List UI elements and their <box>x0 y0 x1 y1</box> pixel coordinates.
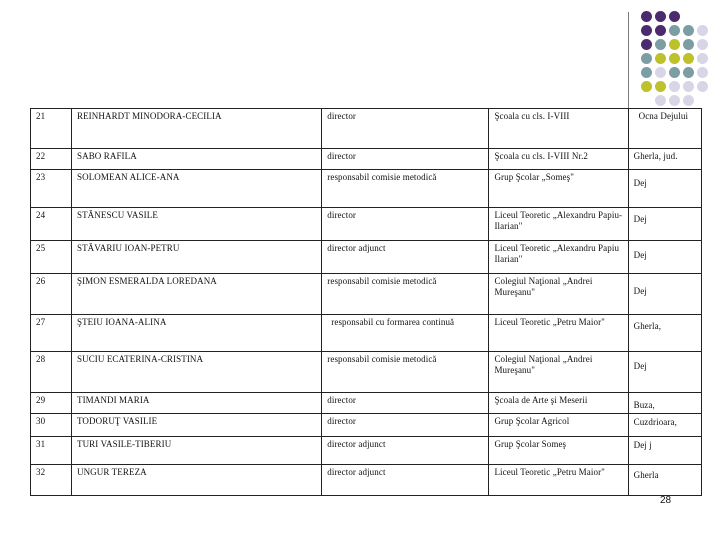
row-locality-cell <box>628 274 701 315</box>
row-role-cell <box>322 241 489 274</box>
decorative-dot <box>641 81 652 92</box>
row-name: STĂVARIU IOAN-PETRU <box>76 243 180 253</box>
row-name-cell <box>71 274 321 315</box>
row-locality: Dej <box>633 286 647 296</box>
row-locality-cell <box>628 241 701 274</box>
decorative-dot <box>641 39 652 50</box>
row-locality-cell <box>628 393 701 414</box>
row-locality: Dej <box>633 361 647 371</box>
decorative-dot <box>683 81 694 92</box>
row-role: director adjunct <box>327 439 386 449</box>
row-locality: Dej <box>633 250 647 260</box>
row-name: ŞIMON ESMERALDA LOREDANA <box>76 276 217 286</box>
decorative-dot <box>697 39 708 50</box>
row-role-cell <box>322 170 489 208</box>
row-number: 21 <box>36 111 46 121</box>
row-locality: Cuzdrioara, <box>633 417 677 427</box>
row-role: responsabil comisie metodică <box>327 354 437 364</box>
row-locality-cell <box>628 437 701 465</box>
row-name: TODORUŢ VASILIE <box>76 416 158 426</box>
decorative-dot <box>655 95 666 106</box>
decorative-dot <box>669 53 680 64</box>
row-school-cell <box>489 109 628 149</box>
row-school-cell <box>489 437 628 465</box>
decorative-dot <box>655 53 666 64</box>
row-locality: Dej <box>633 214 647 224</box>
row-role: director adjunct <box>327 243 386 253</box>
row-number: 32 <box>36 467 46 477</box>
row-name: SUCIU ECATERINA-CRISTINA <box>76 354 204 364</box>
row-school-cell <box>489 315 628 352</box>
decorative-dot <box>697 25 708 36</box>
decorative-dot <box>683 39 694 50</box>
row-locality-cell <box>628 109 701 149</box>
row-name-cell <box>71 208 321 241</box>
row-name-cell <box>71 315 321 352</box>
row-school: Liceul Teoretic „Petru Maior" <box>494 467 605 477</box>
row-school-cell <box>489 352 628 393</box>
decorative-dot <box>683 53 694 64</box>
row-number: 26 <box>36 276 46 286</box>
table-row <box>31 241 702 274</box>
row-number-cell <box>31 149 72 170</box>
row-number: 28 <box>36 354 46 364</box>
row-name: TIMANDI MARIA <box>76 395 150 405</box>
decorative-dot <box>683 95 694 106</box>
decorative-dot <box>655 39 666 50</box>
decorative-dot <box>655 11 666 22</box>
row-number-cell <box>31 437 72 465</box>
staff-table <box>30 108 702 496</box>
row-school: Şcoala de Arte şi Meserii <box>494 395 588 405</box>
row-role: director <box>327 395 357 405</box>
row-number: 30 <box>36 416 46 426</box>
row-number-cell <box>31 414 72 437</box>
row-school: Grup Şcolar „Someş" <box>494 172 575 182</box>
row-number: 22 <box>36 151 46 161</box>
decorative-dot <box>697 53 708 64</box>
row-locality-cell <box>628 170 701 208</box>
row-locality: Ocna Dejului <box>638 111 689 121</box>
row-locality-cell <box>628 315 701 352</box>
row-number-cell <box>31 208 72 241</box>
row-school-cell <box>489 393 628 414</box>
row-name: ŞTEIU IOANA-ALINA <box>76 317 167 327</box>
row-locality-cell <box>628 414 701 437</box>
table-row <box>31 352 702 393</box>
decorative-dot <box>669 39 680 50</box>
table-row <box>31 149 702 170</box>
row-role-cell <box>322 352 489 393</box>
decorative-dot <box>669 11 680 22</box>
row-role-cell <box>322 465 489 496</box>
row-name: SOLOMEAN ALICE-ANA <box>76 172 180 182</box>
row-number-cell <box>31 315 72 352</box>
row-school: Colegiul Naţional „Andrei Mureşanu" <box>494 354 593 375</box>
row-role-cell <box>322 274 489 315</box>
row-locality: Gherla, jud. <box>633 151 678 161</box>
table-row <box>31 208 702 241</box>
row-locality: Dej <box>633 178 647 188</box>
decorative-dot <box>655 67 666 78</box>
decorative-dot <box>683 67 694 78</box>
table-row <box>31 437 702 465</box>
table-row <box>31 393 702 414</box>
row-name: TURI VASILE-TIBERIU <box>76 439 172 449</box>
row-role-cell <box>322 149 489 170</box>
row-name: UNGUR TEREZA <box>76 467 147 477</box>
decorative-dot <box>669 81 680 92</box>
decorative-dot <box>641 53 652 64</box>
decorative-dot <box>669 25 680 36</box>
row-school-cell <box>489 465 628 496</box>
row-locality: Gherla, <box>633 321 662 331</box>
table-row <box>31 170 702 208</box>
row-role-cell <box>322 208 489 241</box>
row-school-cell <box>489 149 628 170</box>
row-role-cell <box>322 414 489 437</box>
row-number: 25 <box>36 243 46 253</box>
row-number-cell <box>31 352 72 393</box>
row-name: STĂNESCU VASILE <box>76 210 158 220</box>
row-school: Colegiul Naţional „Andrei Mureşanu" <box>494 276 593 297</box>
row-role: director <box>327 416 357 426</box>
row-role: responsabil comisie metodică <box>327 276 437 286</box>
row-number-cell <box>31 109 72 149</box>
decorative-dot <box>641 67 652 78</box>
decorative-dot <box>655 81 666 92</box>
row-number: 23 <box>36 172 46 182</box>
row-name-cell <box>71 149 321 170</box>
row-role-cell <box>322 393 489 414</box>
row-school: Liceul Teoretic „Alexandru Papiu-Ilarian" <box>494 210 623 231</box>
row-school: Grup Şcolar Agricol <box>494 416 570 426</box>
row-name-cell <box>71 437 321 465</box>
row-locality: Dej j <box>633 440 652 450</box>
decorative-dot <box>683 25 694 36</box>
row-school: Şcoala cu cls. I-VIII <box>494 111 570 121</box>
row-name-cell <box>71 393 321 414</box>
page-number: 28 <box>660 495 672 506</box>
decorative-dot <box>669 67 680 78</box>
row-name-cell <box>71 241 321 274</box>
row-role-cell <box>322 109 489 149</box>
row-locality-cell <box>628 465 701 496</box>
row-school: Liceul Teoretic „Alexandru Papiu Ilarian" <box>494 243 620 264</box>
table-row <box>31 274 702 315</box>
row-role-cell <box>322 315 489 352</box>
row-number-cell <box>31 393 72 414</box>
row-number-cell <box>31 274 72 315</box>
row-school-cell <box>489 241 628 274</box>
row-locality: Gherla <box>633 470 659 480</box>
row-school-cell <box>489 274 628 315</box>
row-role: director adjunct <box>327 467 386 477</box>
row-name-cell <box>71 414 321 437</box>
row-number-cell <box>31 241 72 274</box>
row-role: director <box>327 111 357 121</box>
row-locality-cell <box>628 352 701 393</box>
row-number-cell <box>31 170 72 208</box>
decorative-dot <box>669 95 680 106</box>
decorative-dot <box>655 25 666 36</box>
decorative-vertical-line <box>628 12 629 112</box>
row-name: SABO RAFILA <box>76 151 137 161</box>
row-school: Grup Şcolar Someş <box>494 439 567 449</box>
row-school: Şcoala cu cls. I-VIII Nr.2 <box>494 151 589 161</box>
table-row <box>31 414 702 437</box>
row-name-cell <box>71 170 321 208</box>
row-role: director <box>327 151 357 161</box>
decorative-dot <box>697 67 708 78</box>
row-role: director <box>327 210 357 220</box>
row-locality: Buza, <box>633 400 655 410</box>
row-school-cell <box>489 170 628 208</box>
row-locality-cell <box>628 149 701 170</box>
row-school-cell <box>489 208 628 241</box>
row-name-cell <box>71 352 321 393</box>
row-school-cell <box>489 414 628 437</box>
row-locality-cell <box>628 208 701 241</box>
row-number-cell <box>31 465 72 496</box>
row-role: responsabil comisie metodică <box>327 172 437 182</box>
table-row <box>31 109 702 149</box>
decorative-dot <box>641 25 652 36</box>
row-role-cell <box>322 437 489 465</box>
row-number: 31 <box>36 439 46 449</box>
decorative-dot <box>697 81 708 92</box>
row-number: 27 <box>36 317 46 327</box>
row-number: 24 <box>36 210 46 220</box>
row-role: responsabil cu formarea continuă <box>331 317 455 327</box>
row-name-cell <box>71 109 321 149</box>
row-school: Liceul Teoretic „Petru Maior" <box>494 317 605 327</box>
row-name: REINHARDT MINODORA-CECILIA <box>76 111 222 121</box>
row-name-cell <box>71 465 321 496</box>
table-row <box>31 465 702 496</box>
row-number: 29 <box>36 395 46 405</box>
table-row <box>31 315 702 352</box>
decorative-dot <box>641 11 652 22</box>
